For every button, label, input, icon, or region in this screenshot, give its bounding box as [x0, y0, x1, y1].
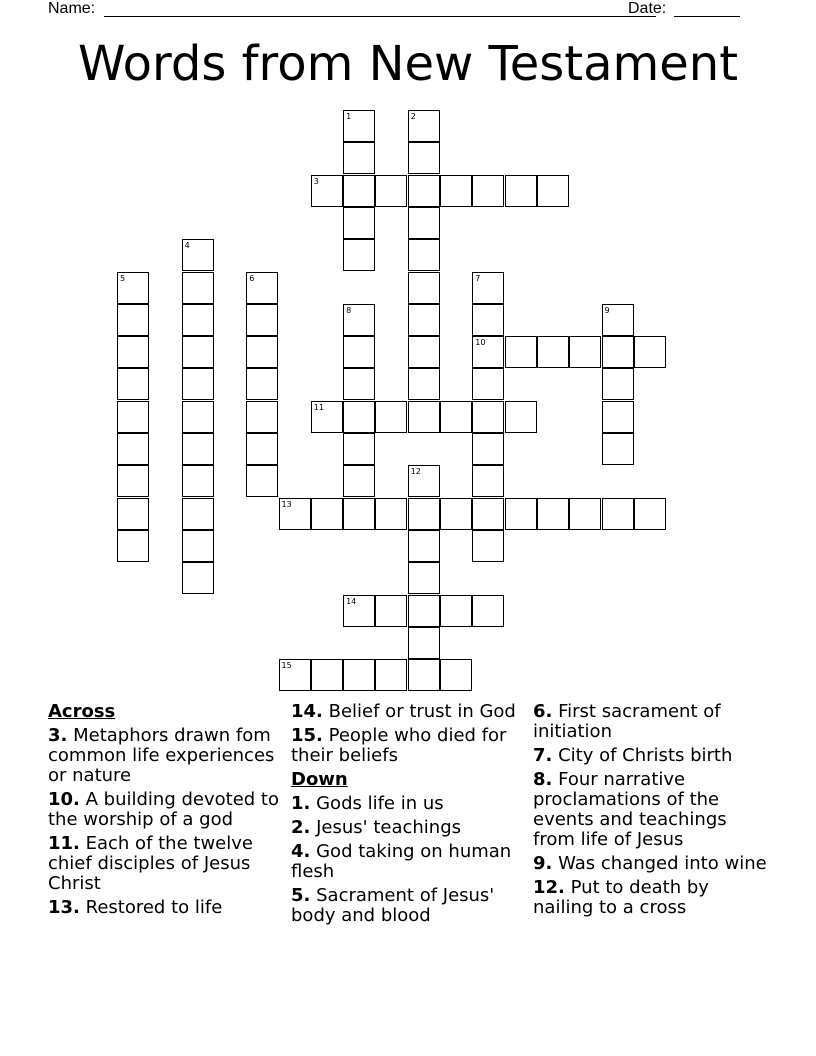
- crossword-cell[interactable]: [472, 401, 504, 433]
- clue-text: Jesus' teachings: [316, 817, 462, 838]
- crossword-cell[interactable]: [182, 304, 214, 336]
- crossword-cell[interactable]: [602, 401, 634, 433]
- crossword-cell[interactable]: [182, 336, 214, 368]
- cell-number: 8: [346, 305, 352, 315]
- crossword-cell[interactable]: [343, 239, 375, 271]
- cell-number: 11: [313, 402, 324, 412]
- clue-text: Put to death by nailing to a cross: [533, 877, 709, 918]
- crossword-cell[interactable]: [440, 498, 472, 530]
- crossword-cell[interactable]: [408, 368, 440, 400]
- crossword-cell[interactable]: [182, 465, 214, 497]
- crossword-cell[interactable]: [117, 368, 149, 400]
- crossword-cell[interactable]: [311, 659, 343, 691]
- crossword-cell[interactable]: [408, 530, 440, 562]
- crossword-cell[interactable]: [375, 498, 407, 530]
- crossword-cell[interactable]: [375, 401, 407, 433]
- clue-text: First sacrament of initiation: [533, 701, 721, 742]
- crossword-cell[interactable]: [375, 595, 407, 627]
- clue-number: 13.: [48, 897, 80, 918]
- clue-number: 7.: [533, 745, 553, 766]
- crossword-cell[interactable]: [408, 304, 440, 336]
- crossword-cell[interactable]: [343, 110, 375, 142]
- down-heading: Down: [291, 769, 348, 790]
- across-heading: Across: [48, 701, 116, 722]
- clue-down-2: [291, 818, 527, 838]
- clue-text: Sacrament of Jesus' body and blood: [291, 885, 495, 926]
- crossword-cell[interactable]: [343, 433, 375, 465]
- cell-number: 4: [184, 241, 190, 251]
- crossword-cell[interactable]: [537, 498, 569, 530]
- crossword-cell[interactable]: [343, 175, 375, 207]
- cell-number: 15: [281, 661, 292, 671]
- crossword-cell[interactable]: [408, 465, 440, 497]
- crossword-cell[interactable]: [117, 272, 149, 304]
- crossword-cell[interactable]: [440, 401, 472, 433]
- clue-across-11: [48, 834, 284, 894]
- crossword-cell[interactable]: [375, 175, 407, 207]
- crossword-cell[interactable]: [343, 207, 375, 239]
- clue-across-13: [48, 898, 284, 918]
- clue-text: Four narrative proclamations of the events and teachings from life of Jesus: [533, 769, 727, 850]
- clue-column-1: [48, 702, 284, 922]
- crossword-cell[interactable]: [182, 562, 214, 594]
- crossword-cell[interactable]: [117, 401, 149, 433]
- crossword-cell[interactable]: [505, 498, 537, 530]
- cell-number: 9: [604, 305, 610, 315]
- crossword-cell[interactable]: [472, 433, 504, 465]
- cell-number: 1: [346, 112, 352, 121]
- crossword-cell[interactable]: [408, 336, 440, 368]
- crossword-cell[interactable]: [246, 368, 278, 400]
- crossword-cell[interactable]: [117, 498, 149, 530]
- clue-text: God taking on human flesh: [291, 841, 512, 882]
- clue-down-9: [533, 854, 769, 874]
- crossword-cell[interactable]: [569, 498, 601, 530]
- crossword-cell[interactable]: [117, 304, 149, 336]
- crossword-cell[interactable]: [246, 336, 278, 368]
- clue-down-7: [533, 746, 769, 766]
- date-label: Date:: [628, 0, 667, 17]
- crossword-cell[interactable]: [537, 336, 569, 368]
- clue-number: 12.: [533, 877, 565, 898]
- crossword-cell[interactable]: [246, 433, 278, 465]
- clue-number: 2.: [291, 817, 311, 838]
- clue-down-6: [533, 702, 769, 742]
- clue-text: City of Christs birth: [558, 745, 733, 766]
- crossword-cell[interactable]: [408, 659, 440, 691]
- crossword-cell[interactable]: [440, 175, 472, 207]
- crossword-cell[interactable]: [279, 498, 311, 530]
- crossword-cell[interactable]: [182, 433, 214, 465]
- clue-across-3: [48, 726, 284, 786]
- crossword-cell[interactable]: [408, 627, 440, 659]
- crossword-cell[interactable]: [505, 175, 537, 207]
- clue-number: 10.: [48, 789, 80, 810]
- crossword-cell[interactable]: [343, 401, 375, 433]
- clue-number: 1.: [291, 793, 311, 814]
- clue-number: 15.: [291, 725, 323, 746]
- crossword-cell[interactable]: [472, 465, 504, 497]
- clue-number: 5.: [291, 885, 311, 906]
- crossword-cell[interactable]: [472, 175, 504, 207]
- crossword-cell[interactable]: [472, 498, 504, 530]
- clue-text: Each of the twelve chief disciples of Jesus Christ: [48, 833, 253, 894]
- crossword-cell[interactable]: [246, 272, 278, 304]
- crossword-cell[interactable]: [634, 336, 666, 368]
- crossword-cell[interactable]: [537, 175, 569, 207]
- crossword-cell[interactable]: [343, 498, 375, 530]
- crossword-cell[interactable]: [311, 498, 343, 530]
- crossword-cell[interactable]: [343, 304, 375, 336]
- crossword-cell[interactable]: [569, 336, 601, 368]
- crossword-cell[interactable]: [408, 498, 440, 530]
- clue-text: Metaphors drawn fom common life experiences or nature: [48, 725, 275, 786]
- crossword-cell[interactable]: [343, 465, 375, 497]
- cell-number: 5: [120, 273, 126, 283]
- cell-number: 10: [475, 338, 486, 348]
- clue-number: 6.: [533, 701, 553, 722]
- crossword-cell[interactable]: [472, 530, 504, 562]
- crossword-cell[interactable]: [472, 304, 504, 336]
- crossword-cell[interactable]: [117, 530, 149, 562]
- clue-down-4: [291, 842, 527, 882]
- clue-number: 11.: [48, 833, 80, 854]
- crossword-cell[interactable]: [602, 498, 634, 530]
- crossword-cell[interactable]: [440, 595, 472, 627]
- crossword-cell[interactable]: [311, 401, 343, 433]
- crossword-cell[interactable]: [117, 336, 149, 368]
- clue-text: Gods life in us: [316, 793, 444, 814]
- crossword-cell[interactable]: [602, 433, 634, 465]
- crossword-cell[interactable]: [408, 562, 440, 594]
- crossword-cell[interactable]: [408, 272, 440, 304]
- crossword-cell[interactable]: [408, 110, 440, 142]
- crossword-cell[interactable]: [472, 368, 504, 400]
- clue-number: 3.: [48, 725, 68, 746]
- crossword-cell[interactable]: [246, 465, 278, 497]
- clue-down-8: [533, 770, 769, 850]
- cell-number: 13: [281, 499, 292, 509]
- clue-number: 9.: [533, 853, 553, 874]
- crossword-cell[interactable]: [182, 368, 214, 400]
- page-title: Words from New Testament: [77, 36, 739, 92]
- crossword-cell[interactable]: [343, 659, 375, 691]
- crossword-cell[interactable]: [408, 175, 440, 207]
- cell-number: 12: [410, 467, 421, 477]
- cell-number: 6: [249, 273, 255, 283]
- crossword-cell[interactable]: [408, 142, 440, 174]
- crossword-cell[interactable]: [182, 530, 214, 562]
- crossword-cell[interactable]: [472, 272, 504, 304]
- crossword-cell[interactable]: [343, 336, 375, 368]
- crossword-cell[interactable]: [472, 336, 504, 368]
- clue-column-2: [291, 702, 527, 930]
- crossword-cell[interactable]: [343, 142, 375, 174]
- crossword-cell[interactable]: [408, 595, 440, 627]
- name-label: Name:: [48, 0, 96, 17]
- cell-number: 14: [346, 596, 357, 606]
- crossword-cell[interactable]: [602, 368, 634, 400]
- clue-number: 4.: [291, 841, 311, 862]
- crossword-cell[interactable]: [117, 433, 149, 465]
- clue-column-3: [533, 702, 769, 922]
- crossword-cell[interactable]: [343, 595, 375, 627]
- crossword-cell[interactable]: [505, 401, 537, 433]
- crossword-cell[interactable]: [182, 401, 214, 433]
- crossword-cell[interactable]: [408, 207, 440, 239]
- crossword-cell[interactable]: [246, 304, 278, 336]
- crossword-cell[interactable]: [408, 239, 440, 271]
- cell-number: 7: [475, 273, 481, 283]
- clue-across-10: [48, 790, 284, 830]
- crossword-cell[interactable]: [505, 336, 537, 368]
- clue-text: Was changed into wine: [558, 853, 767, 874]
- crossword-cell[interactable]: [279, 659, 311, 691]
- crossword-cell[interactable]: [117, 465, 149, 497]
- crossword-cell[interactable]: [602, 304, 634, 336]
- clue-text: Belief or trust in God: [328, 701, 516, 722]
- clue-down-12: [533, 878, 769, 918]
- clue-text: People who died for their beliefs: [291, 725, 507, 766]
- crossword-cell[interactable]: [182, 272, 214, 304]
- crossword-cell[interactable]: [602, 336, 634, 368]
- clue-text: Restored to life: [85, 897, 223, 918]
- crossword-cell[interactable]: [311, 175, 343, 207]
- clue-down-1: [291, 794, 527, 814]
- crossword-cell[interactable]: [472, 595, 504, 627]
- clue-across-15: [291, 726, 527, 766]
- clue-number: 14.: [291, 701, 323, 722]
- clue-down-5: [291, 886, 527, 926]
- clue-text: A building devoted to the worship of a god: [48, 789, 279, 830]
- clue-number: 8.: [533, 769, 553, 790]
- crossword-cell[interactable]: [246, 401, 278, 433]
- crossword-cell[interactable]: [182, 498, 214, 530]
- cell-number: 3: [313, 176, 319, 186]
- crossword-cell[interactable]: [182, 239, 214, 271]
- cell-number: 2: [410, 112, 416, 121]
- crossword-cell[interactable]: [408, 401, 440, 433]
- crossword-cell[interactable]: [634, 498, 666, 530]
- crossword-cell[interactable]: [440, 659, 472, 691]
- crossword-cell[interactable]: [343, 368, 375, 400]
- crossword-cell[interactable]: [375, 659, 407, 691]
- clue-across-14: [291, 702, 527, 722]
